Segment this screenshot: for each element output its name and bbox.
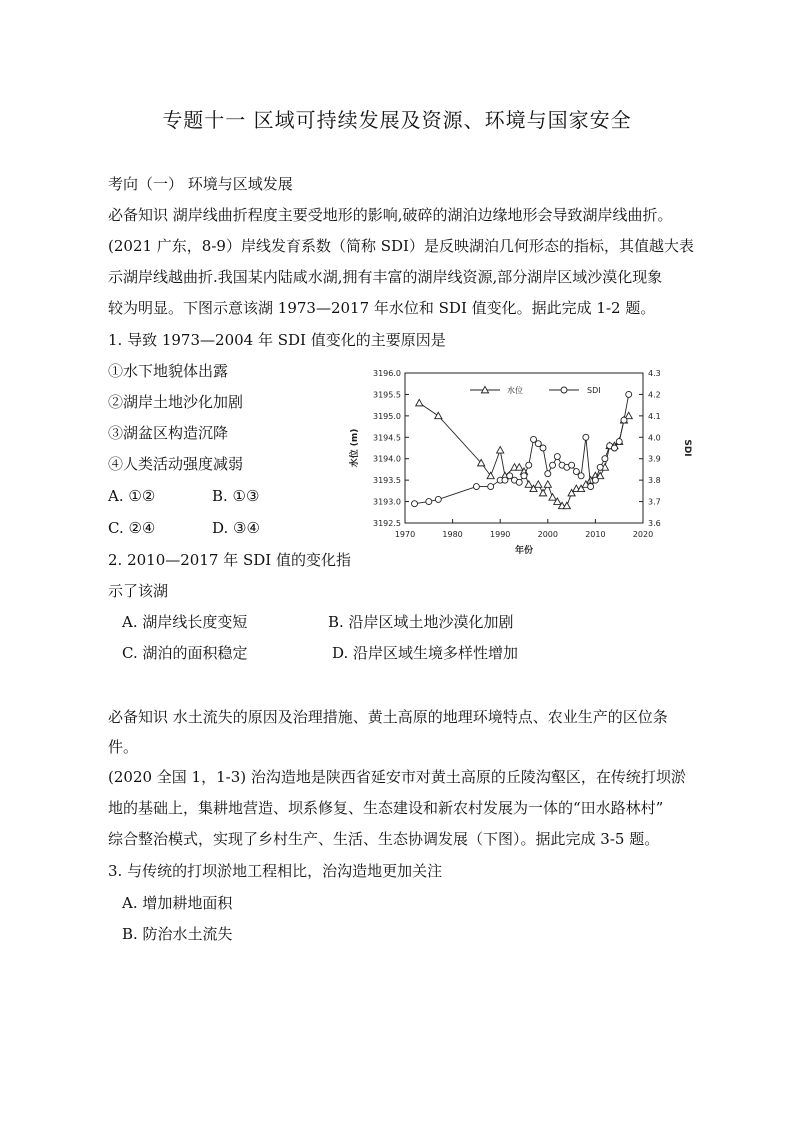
sdi-point (545, 471, 551, 477)
sdi-point (473, 484, 479, 490)
knowledge-note: 必备知识 湖岸线曲折程度主要受地形的影响,破碎的湖泊边缘地形会导致湖岸线曲折。 (108, 206, 673, 224)
knowledge-note: 必备知识 水土流失的原因及治理措施、黄土高原的地理环境特点、农业生产的区位条 (108, 708, 668, 726)
sdi-point (578, 473, 584, 479)
sdi-point (569, 462, 575, 468)
water-level-point (416, 399, 423, 405)
question-2-option-b: B. 沿岸区域土地沙漠化加剧 (328, 613, 514, 631)
question-2-option-c: C. 湖泊的面积稳定 (122, 644, 248, 662)
water-level-point (525, 481, 532, 487)
water-level-point (497, 447, 504, 453)
question-2-option-d: D. 沿岸区域生境多样性增加 (332, 644, 519, 662)
legend-marker-sdi (561, 387, 567, 393)
intro-line: 地的基础上，集耕地营造、坝系修复、生态建设和新农村发展为一体的“田水路林村” (108, 799, 664, 817)
knowledge-note: 件。 (108, 738, 139, 756)
question-1-item: ①水下地貌体出露 (108, 362, 229, 380)
sdi-point (588, 484, 594, 490)
sdi-point (611, 445, 617, 451)
question-3-stem: 3. 与传统的打坝淤地工程相比，治沟造地更加关注 (108, 862, 443, 880)
y2-tick-label: 3.6 (648, 519, 661, 528)
intro-line: 较为明显。下图示意该湖 1973—2017 年水位和 SDI 值变化。据此完成 1-2 题。 (108, 299, 656, 317)
x-tick-label: 1990 (490, 530, 511, 539)
y-tick-label: 3194.0 (373, 454, 401, 464)
y-axis-label: 水位 (m) (350, 428, 360, 468)
water-level-point (544, 481, 551, 487)
y-tick-label: 3195.0 (373, 411, 401, 421)
sdi-point (526, 462, 532, 468)
y2-axis-label: SDI (682, 439, 692, 457)
page-title: 专题十一 区域可持续发展及资源、环境与国家安全 (162, 108, 632, 132)
y2-tick-label: 4.2 (648, 390, 661, 400)
question-2-stem: 示了该湖 (108, 582, 169, 600)
y-tick-label: 3195.5 (373, 390, 401, 400)
sdi-point (540, 445, 546, 451)
sdi-point (554, 454, 560, 460)
y2-tick-label: 4.1 (648, 411, 661, 421)
y-tick-label: 3193.0 (373, 497, 401, 507)
y2-tick-label: 3.9 (648, 454, 661, 464)
question-1-stem: 1. 导致 1973—2004 年 SDI 值变化的主要原因是 (108, 331, 446, 349)
sdi-point (550, 462, 556, 468)
intro-line: (2020 全国 1，1-3) 治沟造地是陕西省延安市对黄土高原的丘陵沟壑区，在传统打坝淤 (108, 768, 686, 786)
sdi-point (488, 484, 494, 490)
water-level-sdi-chart (345, 360, 690, 560)
sdi-point (412, 501, 418, 507)
sdi-point (516, 479, 522, 485)
x-tick-label: 2010 (585, 530, 606, 539)
x-tick-label: 2000 (537, 530, 558, 539)
sdi-series-line (415, 394, 629, 503)
intro-line: 综合整治模式，实现了乡村生产、生活、生态协调发展（下图）。据此完成 3-5 题。 (108, 830, 660, 848)
question-1-option-d: D. ③④ (212, 519, 260, 537)
question-1-item: ④人类活动强度减弱 (108, 455, 244, 473)
question-1-item: ③湖盆区构造沉降 (108, 424, 229, 442)
sdi-point (435, 496, 441, 502)
y2-tick-label: 4.3 (648, 369, 661, 378)
legend-label-sdi: SDI (587, 386, 601, 395)
y2-tick-label: 3.8 (648, 476, 661, 486)
chart-svg (345, 360, 690, 560)
y-tick-label: 3194.5 (373, 433, 401, 443)
water-level-point (549, 494, 556, 500)
y-tick-label: 3192.5 (373, 519, 401, 528)
intro-line: (2021 广东，8-9）岸线发育系数（简称 SDI）是反映湖泊几何形态的指标，其值越大表 (108, 237, 694, 255)
y-tick-label: 3196.0 (373, 369, 401, 378)
water-level-point (539, 489, 546, 495)
section-heading: 考向（一） 环境与区域发展 (108, 175, 293, 193)
water-level-point (435, 412, 442, 418)
question-2-option-a: A. 湖岸线长度变短 (122, 613, 248, 631)
question-1-option-b: B. ①③ (212, 487, 260, 505)
question-1-option-c: C. ②④ (108, 519, 156, 537)
question-1-item: ②湖岸土地沙化加剧 (108, 393, 244, 411)
sdi-point (521, 473, 527, 479)
y2-tick-label: 4.0 (648, 433, 661, 443)
question-3-option-a: A. 增加耕地面积 (122, 894, 233, 912)
x-tick-label: 1970 (394, 530, 416, 539)
water-level-point (535, 481, 542, 487)
sdi-point (592, 477, 598, 483)
question-2-stem: 2. 2010—2017 年 SDI 值的变化指 (108, 551, 351, 569)
sdi-point (616, 439, 622, 445)
question-1-option-a: A. ①② (108, 487, 156, 505)
sdi-point (602, 456, 608, 462)
x-tick-label: 1980 (442, 530, 463, 539)
legend-label-water-level: 水位 (507, 386, 523, 395)
sdi-point (626, 391, 632, 397)
sdi-point (597, 464, 603, 470)
y-tick-label: 3193.5 (373, 476, 401, 486)
sdi-point (426, 499, 432, 505)
water-level-point (487, 472, 494, 478)
y2-tick-label: 3.7 (648, 497, 661, 507)
x-tick-label: 2020 (632, 530, 654, 539)
water-level-series-line (419, 403, 628, 506)
sdi-point (583, 434, 589, 440)
question-3-option-b: B. 防治水土流失 (122, 925, 233, 943)
x-axis-label: 年份 (514, 546, 534, 556)
sdi-point (621, 417, 627, 423)
intro-line: 示湖岸线越曲折.我国某内陆咸水湖,拥有丰富的湖岸线资源,部分湖岸区域沙漠化现象 (108, 268, 663, 286)
